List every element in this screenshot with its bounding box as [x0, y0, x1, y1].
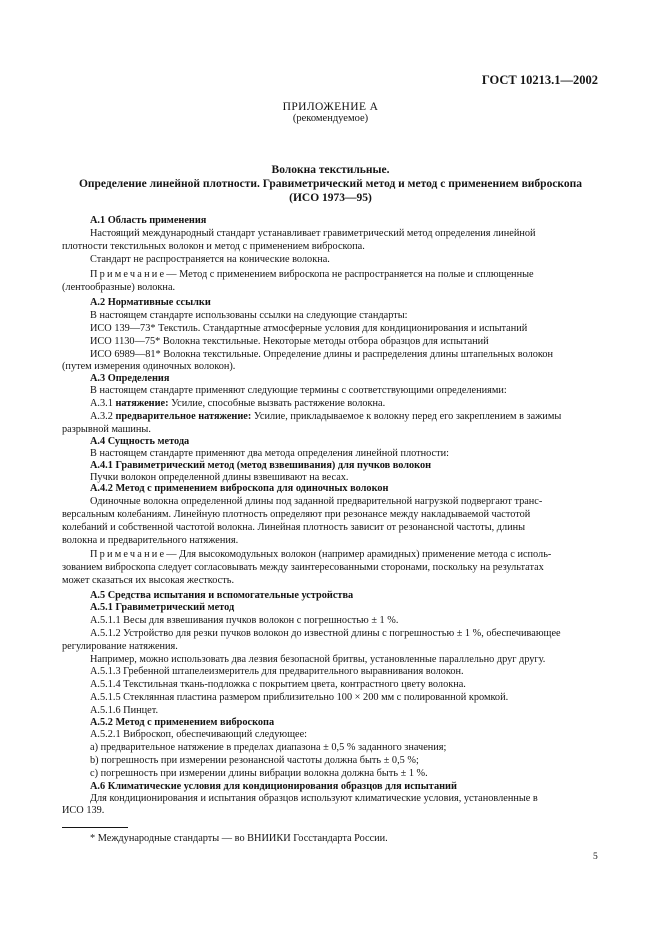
- paragraph: колебаний и собственной частотой волокна. Линейная плотность зависит от резонансной частоты, длины: [62, 522, 526, 533]
- footnote-rule: [62, 827, 128, 828]
- definition-text: разрывной машины.: [62, 424, 151, 435]
- subsection-heading: А.5.2 Метод с применением виброскопа: [90, 717, 275, 728]
- list-item: b) погрешность при измерении резонансной частоты должна быть ± 0,5 %;: [90, 755, 419, 766]
- section-a3-heading: А.3 Определения: [90, 373, 170, 384]
- section-a5-heading: А.5 Средства испытания и вспомогательные устройства: [90, 590, 354, 601]
- paragraph: В настоящем стандарте использованы ссылки на следующие стандарты:: [90, 310, 408, 321]
- subsection-heading: А.4.2 Метод с применением виброскопа для одиночных волокон: [90, 483, 389, 494]
- definition-term: предварительное натяжение:: [115, 411, 252, 422]
- note-label: Примечание: [90, 549, 167, 560]
- reference-item: ИСО 6989—81* Волокна текстильные. Определение длины и распределения длины штапельных волокон: [90, 349, 554, 360]
- paragraph: Стандарт не распространяется на конические волокна.: [90, 254, 330, 265]
- note-text: может сказаться их высокая жесткость.: [62, 575, 235, 586]
- list-item: А.5.1.3 Гребенной штапелеизмеритель для предварительного выравнивания волокон.: [90, 666, 464, 677]
- definition-number: А.3.2: [90, 411, 113, 422]
- list-item: А.5.1.1 Весы для взвешивания пучков волокон с погрешностью ± 1 %.: [90, 615, 399, 626]
- list-item: регулирование натяжения.: [62, 641, 178, 652]
- subsection-heading: А.5.1 Гравиметрический метод: [90, 602, 235, 613]
- definition-text: Усилие, прикладываемое к волокну перед его закреплением в зажимы: [253, 411, 562, 422]
- definition-item: [90, 398, 385, 410]
- paragraph: ИСО 139.: [62, 805, 105, 816]
- list-item: А.5.1.6 Пинцет.: [90, 705, 159, 716]
- paragraph: Например, можно использовать два лезвия безопасной бритвы, установленные параллельно друг другу.: [90, 654, 546, 665]
- title-line-3: (ИСО 1973—95): [289, 192, 372, 204]
- paragraph: Пучки волокон определенной длины взвешивают на весах.: [90, 472, 349, 483]
- document-code: ГОСТ 10213.1—2002: [481, 73, 598, 87]
- note-text: зованием виброскопа следует согласовывать между заинтересованными сторонами, поскольку на результатах: [62, 562, 544, 573]
- appendix-note: (рекомендуемое): [292, 113, 369, 124]
- paragraph: плотности текстильных волокон и метод с применением виброскопа.: [62, 241, 365, 252]
- section-a2-heading: А.2 Нормативные ссылки: [90, 297, 211, 308]
- definition-number: А.3.1: [90, 398, 113, 409]
- note: [90, 549, 551, 561]
- paragraph: В настоящем стандарте применяют следующие термины с соответствующими определениями:: [90, 385, 507, 396]
- note-text: — Метод с применением виброскопа не распространяется на полые и сплющенные: [166, 269, 534, 280]
- list-item: А.5.1.4 Текстильная ткань-подложка с покрытием цвета, контрастного цвету волокна.: [90, 679, 466, 690]
- note-text: (лентообразные) волокна.: [62, 282, 176, 293]
- section-a6-heading: А.6 Климатические условия для кондиционирования образцов для испытаний: [90, 781, 457, 792]
- paragraph: Для кондиционирования и испытания образцов используют климатические условия, установленные в: [90, 793, 538, 804]
- note: [90, 269, 534, 281]
- paragraph: версальным колебаниям. Линейную плотность определяют при резонансе между накладываемой частотой: [62, 509, 531, 520]
- definition-term: натяжение:: [115, 398, 169, 409]
- footnote: * Международные стандарты — во ВНИИКИ Госстандарта России.: [90, 833, 388, 844]
- paragraph: В настоящем стандарте применяют два метода определения линейной плотности:: [90, 448, 449, 459]
- appendix-label: ПРИЛОЖЕНИЕ А: [282, 101, 379, 113]
- reference-item: (путем измерения одиночных волокон).: [62, 361, 236, 372]
- title-line-2: Определение линейной плотности. Гравиметрический метод и метод с применением виброскопа: [78, 178, 583, 190]
- paragraph: волокна и предварительного натяжения.: [62, 535, 239, 546]
- list-item: с) погрешность при измерении длины вибрации волокна должна быть ± 1 %.: [90, 768, 428, 779]
- paragraph: Настоящий международный стандарт устанавливает гравиметрический метод определения линейной: [90, 228, 536, 239]
- list-item: А.5.2.1 Виброскоп, обеспечивающий следующее:: [90, 729, 308, 740]
- title-line-1: Волокна текстильные.: [271, 164, 390, 176]
- reference-item: ИСО 139—73* Текстиль. Стандартные атмосферные условия для кондиционирования и испытаний: [90, 323, 528, 334]
- section-a1-heading: А.1 Область применения: [90, 215, 207, 226]
- list-item: А.5.1.2 Устройство для резки пучков волокон до известной длины с погрешностью ± 1 %, обеспечивающее: [90, 628, 561, 639]
- list-item: А.5.1.5 Стеклянная пластина размером приблизительно 100 × 200 мм с полированной кромкой.: [90, 692, 509, 703]
- reference-item: ИСО 1130—75* Волокна текстильные. Некоторые методы отбора образцов для испытаний: [90, 336, 489, 347]
- definition-item: [90, 411, 561, 423]
- definition-text: Усилие, способные вызвать растяжение волокна.: [171, 398, 386, 409]
- page-number: 5: [593, 852, 598, 862]
- list-item: а) предварительное натяжение в пределах диапазона ± 0,5 % заданного значения;: [90, 742, 447, 753]
- paragraph: Одиночные волокна определенной длины под заданной предварительной нагрузкой подвергают транс-: [90, 496, 543, 507]
- subsection-heading: А.4.1 Гравиметрический метод (метод взвешивания) для пучков волокон: [90, 460, 432, 471]
- section-a4-heading: А.4 Сущность метода: [90, 436, 190, 447]
- note-label: Примечание: [90, 269, 167, 280]
- note-text: — Для высокомодульных волокон (например арамидных) применение метода с исполь-: [166, 549, 552, 560]
